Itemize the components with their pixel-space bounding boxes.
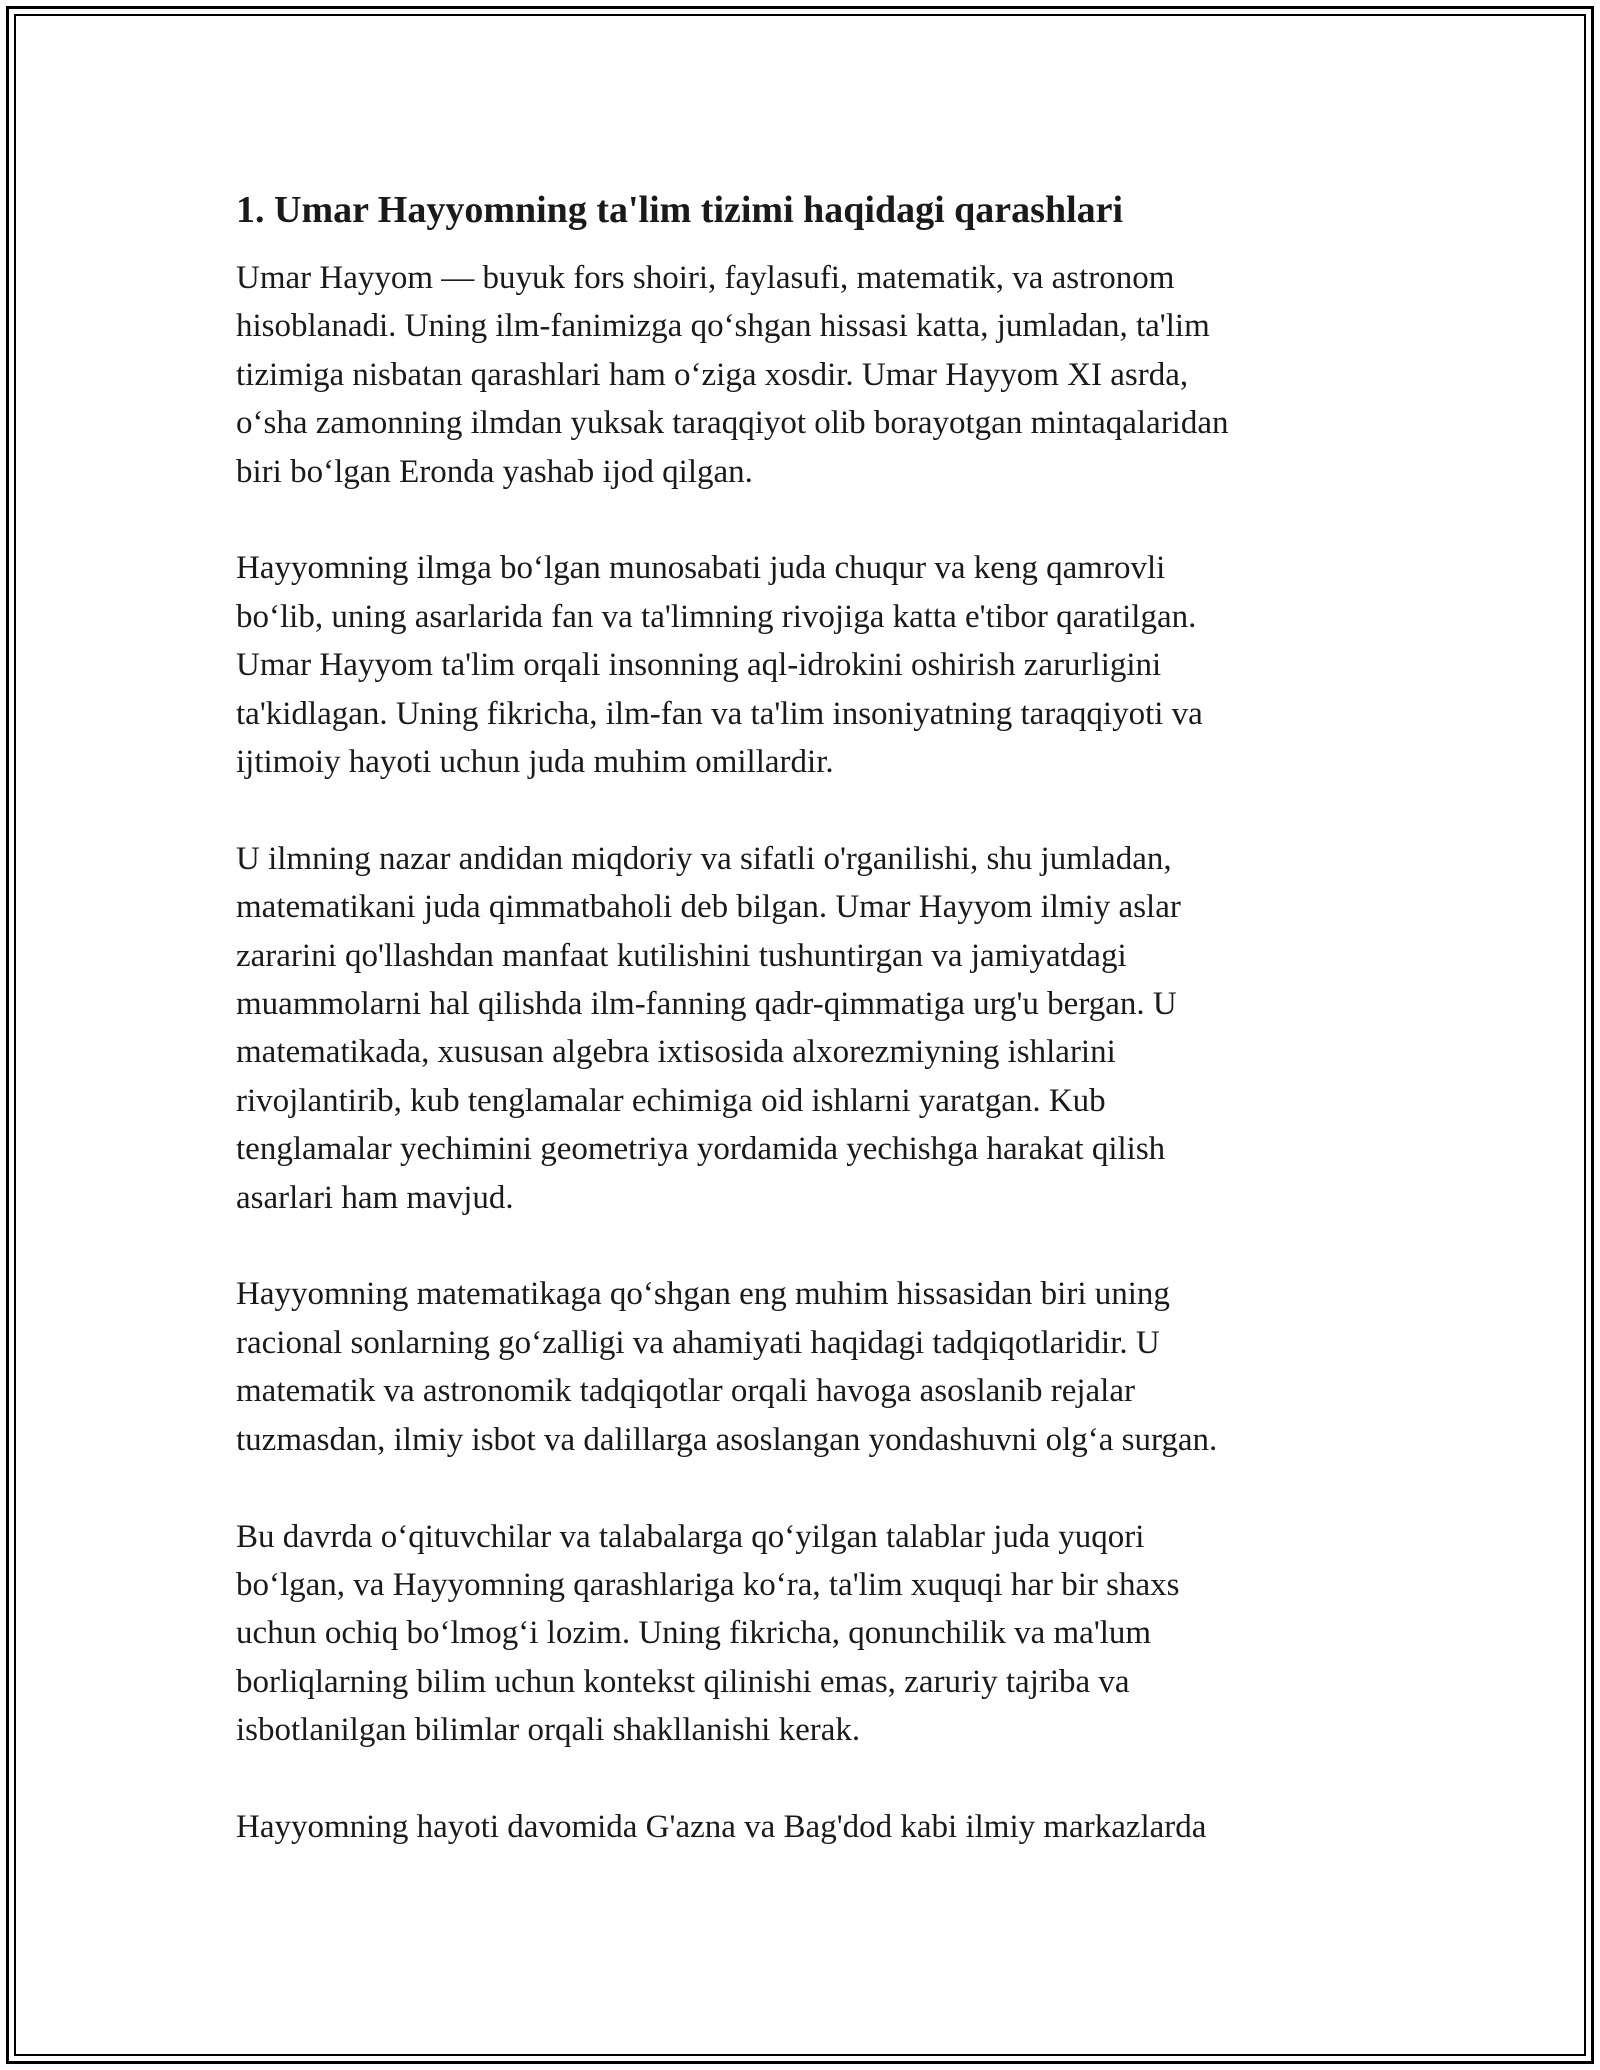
paragraph-line: hisoblanadi. Uning ilm-fanimizga qo‘shgan hissasi katta, jumladan, ta'lim [236, 308, 1210, 345]
paragraph-line: bo‘lgan, va Hayyomning qarashlariga ko‘ra, ta'lim xuquqi har bir shaxs [236, 1566, 1180, 1603]
paragraph-line: rivojlantirib, kub tenglamalar echimiga oid ishlarni yaratgan. Kub [236, 1082, 1106, 1119]
paragraph-line: uchun ochiq bo‘lmog‘i lozim. Uning fikricha, qonunchilik va ma'lum [236, 1615, 1152, 1652]
paragraph-line: Umar Hayyom ta'lim orqali insonning aql-idrokini oshirish zarurligini [236, 647, 1162, 684]
paragraph-line: tizimiga nisbatan qarashlari ham o‘ziga xosdir. Umar Hayyom XI asrda, [236, 356, 1189, 393]
paragraph-line: borliqlarning bilim uchun kontekst qilinishi emas, zaruriy tajriba va [236, 1663, 1130, 1700]
paragraph-line: matematikani juda qimmatbaholi deb bilgan. Umar Hayyom ilmiy aslar [236, 889, 1181, 926]
paragraph-line: bo‘lib, uning asarlarida fan va ta'limning rivojiga katta e'tibor qaratilgan. [236, 598, 1197, 635]
paragraph-line: U ilmning nazar andidan miqdoriy va sifatli o'rganilishi, shu jumladan, [236, 840, 1172, 877]
paragraph-line: matematik va astronomik tadqiqotlar orqali havoga asoslanib rejalar [236, 1373, 1135, 1410]
paragraph-1 [236, 254, 1366, 496]
paragraph-line: matematikada, xususan algebra ixtisosida alxorezmiyning ishlarini [236, 1034, 1116, 1071]
paragraph-line: Bu davrda o‘qituvchilar va talabalarga qo‘yilgan talablar juda yuqori [236, 1518, 1145, 1555]
paragraph-5 [236, 1513, 1366, 1755]
paragraph-line: o‘sha zamonning ilmdan yuksak taraqqiyot olib borayotgan mintaqalaridan [236, 405, 1229, 442]
paragraph-line: muammolarni hal qilishda ilm-fanning qadr-qimmatiga urg'u bergan. U [236, 986, 1177, 1023]
paragraph-line: isbotlanilgan bilimlar orqali shakllanishi kerak. [236, 1712, 861, 1749]
paragraph-line: tuzmasdan, ilmiy isbot va dalillarga asoslangan yondashuvni olg‘a surgan. [236, 1421, 1218, 1458]
paragraph-2 [236, 544, 1366, 786]
section-heading: 1. Umar Hayyomning ta'lim tizimi haqidagi qarashlari [236, 189, 1124, 231]
paragraph-3 [236, 835, 1366, 1222]
paragraph-line: ijtimoiy hayoti uchun juda muhim omillardir. [236, 744, 834, 781]
paragraph-line: asarlari ham mavjud. [236, 1179, 514, 1216]
paragraph-4 [236, 1270, 1366, 1464]
paragraph-line: tenglamalar yechimini geometriya yordamida yechishga harakat qilish [236, 1131, 1166, 1168]
paragraph-line: Hayyomning ilmga bo‘lgan munosabati juda chuqur va keng qamrovli [236, 550, 1166, 587]
paragraph-line: Hayyomning matematikaga qo‘shgan eng muhim hissasidan biri uning [236, 1276, 1170, 1313]
paragraph-line: Umar Hayyom — buyuk fors shoiri, faylasufi, matematik, va astronom [236, 260, 1175, 296]
paragraph-line: biri bo‘lgan Eronda yashab ijod qilgan. [236, 453, 753, 490]
document-body [236, 186, 1366, 1900]
paragraph-line: zararini qo'llashdan manfaat kutilishini tushuntirgan va jamiyatdagi [236, 937, 1127, 974]
paragraph-line: Hayyomning hayoti davomida G'azna va Bag'dod kabi ilmiy markazlarda [236, 1808, 1207, 1845]
paragraph-line: racional sonlarning go‘zalligi va ahamiyati haqidagi tadqiqotlaridir. U [236, 1324, 1160, 1361]
paragraph-line: ta'kidlagan. Uning fikricha, ilm-fan va ta'lim insoniyatning taraqqiyoti va [236, 695, 1203, 732]
paragraph-6 [236, 1803, 1366, 1851]
